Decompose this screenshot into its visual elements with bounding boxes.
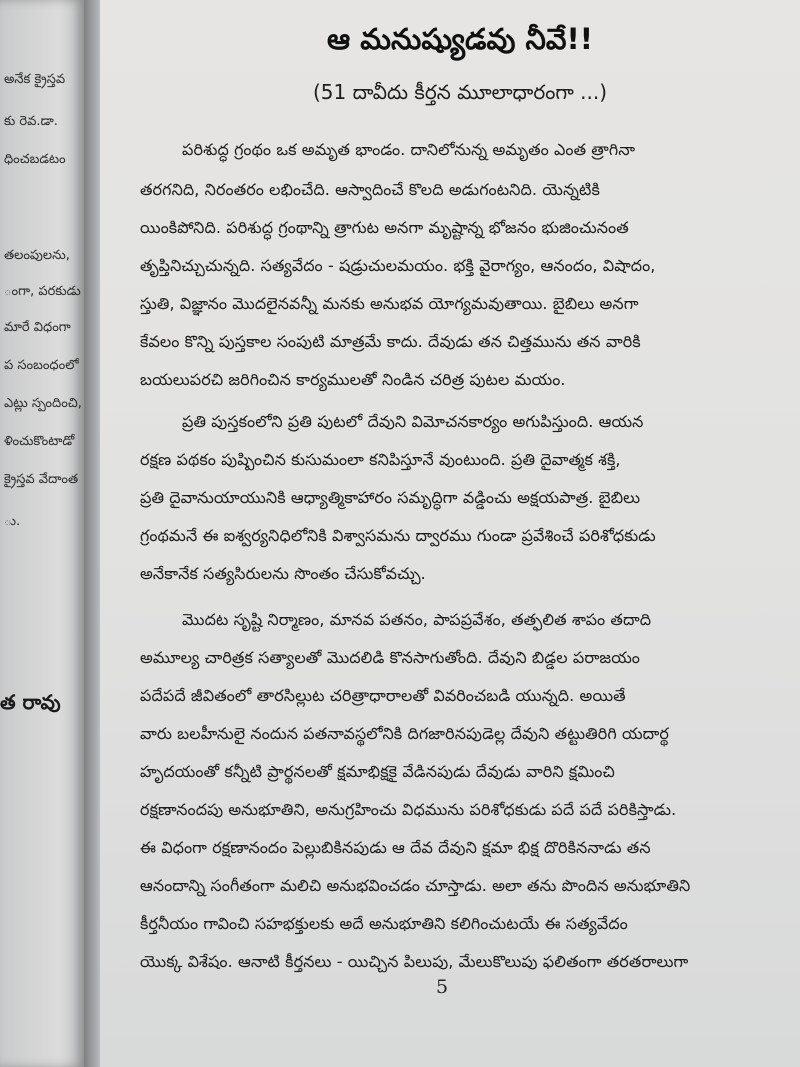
paragraph-line: కీర్తనీయం గావించి సహభక్తులకు అదే అనుభూతిని కలిగించుటయే ఈ సత్యవేదం bbox=[140, 914, 628, 933]
paragraph-line: పదేపదే జీవితంలో తారసిల్లుట చరిత్రాధారాలతో వివరించబడి యున్నది. అయితే bbox=[140, 686, 626, 705]
page-title: ఆ మనుష్యుడవు నీవే!! bbox=[327, 22, 593, 56]
paragraph-line: అమూల్య చారిత్రక సత్యాలతో మొదలిడి కొనసాగుతోంది. దేవుని బిడ్డల పరాజయం bbox=[140, 648, 641, 667]
paragraph-line: ప్రతి పుస్తకంలోని ప్రతి పుటలో దేవుని విమోచనకార్యం అగుపిస్తుంది. ఆయన bbox=[182, 412, 644, 431]
left-page-heading: త రావు bbox=[0, 690, 61, 714]
left-page-line: ధించబడటం bbox=[4, 152, 66, 167]
paragraph-line: కేవలం కొన్ని పుస్తకాల సంపుటి మాత్రమే కాదు. దేవుడు తన చిత్తమును తన వారికి bbox=[140, 332, 641, 351]
paragraph-line: ప్రతి దైవానుయాయునికి ఆధ్యాత్మికాహారం సమృద్ధిగా వడ్డించు అక్షయపాత్ర. బైబిలు bbox=[140, 488, 641, 507]
left-page-line: ఎట్లు స్పందించి, bbox=[4, 396, 82, 411]
paragraph-line: యొక్క విశేషం. ఆనాటి కీర్తనలు - యిచ్చిన పిలుపు, మేలుకొలుపు ఫలితంగా తరతరాలుగా bbox=[140, 952, 689, 971]
paragraph-line: బయలుపరచి జరిగించిన కార్యములతో నిండిన చరిత్ర పుటల మయం. bbox=[140, 370, 566, 389]
left-page-line: మారే విధంగా bbox=[4, 320, 71, 335]
paragraph-line: అనేకానేక సత్యసిరులను సొంతం చేసుకోవచ్చు. bbox=[140, 564, 426, 583]
paragraph-line: రక్షణానందపు అనుభూతిని, అనుగ్రహించు విధమును పరిశోధకుడు పదే పదే పరికిస్తాడు. bbox=[140, 800, 677, 819]
main-page bbox=[100, 0, 800, 1067]
left-page-line: ళించుకొంటాడో bbox=[4, 434, 75, 449]
paragraph-line: వారు బలహీనులై నందున పతనావస్థలోనికి దిగజారినపుడెల్ల దేవుని తట్టుతిరిగి యదార్థ bbox=[140, 724, 669, 743]
left-page-line: క్రైస్తవ వేదాంత bbox=[4, 472, 79, 487]
left-page-line: తలంపులను, bbox=[4, 248, 70, 263]
paragraph-line: స్తుతి, విజ్ఞానం మొదలైనవన్నీ మనకు అనుభవ యోగ్యమవుతాయి. బైబిలు అనగా bbox=[140, 294, 639, 313]
paragraph-line: తృప్తినిచ్చుచున్నది. సత్యవేదం - షడ్రుచులమయం. భక్తి వైరాగ్యం, ఆనందం, విషాదం, bbox=[140, 256, 656, 275]
paragraph-line: మొదట సృష్టి నిర్మాణం, మానవ పతనం, పాపప్రవేశం, తత్ఫలిత శాపం తదాది bbox=[182, 610, 652, 629]
paragraph-line: రక్షణ పథకం పుష్పించిన కుసుమంలా కనిపిస్తూనే వుంటుంది. ప్రతి దైవాత్మక శక్తి, bbox=[140, 450, 621, 469]
paragraph-line: యింకిపోనిది. పరిశుద్ధ గ్రంథాన్ని త్రాగుట అనగా మృష్టాన్న భోజనం భుజించునంత bbox=[140, 218, 629, 237]
paragraph-line: ఆనందాన్ని సంగీతంగా మలిచి అనుభవించడం చూస్తాడు. అలా తను పొందిన అనుభూతిని bbox=[140, 876, 691, 895]
paragraph-line: తరగనిది, నిరంతరం లభించేది. ఆస్వాదించే కొలది అడుగంటనిది. యెన్నటికి bbox=[140, 180, 600, 199]
page-subtitle: (51 దావీదు కీర్తన మూలాధారంగా ...) bbox=[312, 80, 608, 104]
left-page-line: ు. bbox=[4, 514, 21, 529]
paragraph-line: గ్రంథమనే ఈ ఐశ్వర్యనిధిలోనికి విశ్వాసమను ద్వారము గుండా ప్రవేశించే పరిశోధకుడు bbox=[140, 526, 656, 545]
left-page-line: ప సంబంధంలో bbox=[4, 358, 79, 373]
page-number: 5 bbox=[435, 976, 449, 998]
left-page-line: ంగా, పరకుడు bbox=[4, 284, 81, 299]
paragraph-line: ఈ విధంగా రక్షణానందం పెల్లుబికినపుడు ఆ దేవ దేవుని క్షమా భిక్ష దొరికిననాడు తన bbox=[140, 838, 651, 857]
previous-page-sliver bbox=[0, 0, 84, 1067]
left-page-line: అనేక క్రైస్తవ bbox=[4, 72, 66, 87]
left-page-line: కు రెవ.డా. bbox=[4, 114, 58, 129]
paragraph-line: పరిశుద్ధ గ్రంథం ఒక అమృత భాండం. దానిలోనున్న అమృతం ఎంత త్రాగినా bbox=[182, 140, 636, 159]
paragraph-line: హృదయంతో కన్నీటి ప్రార్థనలతో క్షమాభిక్షకై వేడినపుడు దేవుడు వారిని క్షమించి bbox=[140, 762, 615, 781]
